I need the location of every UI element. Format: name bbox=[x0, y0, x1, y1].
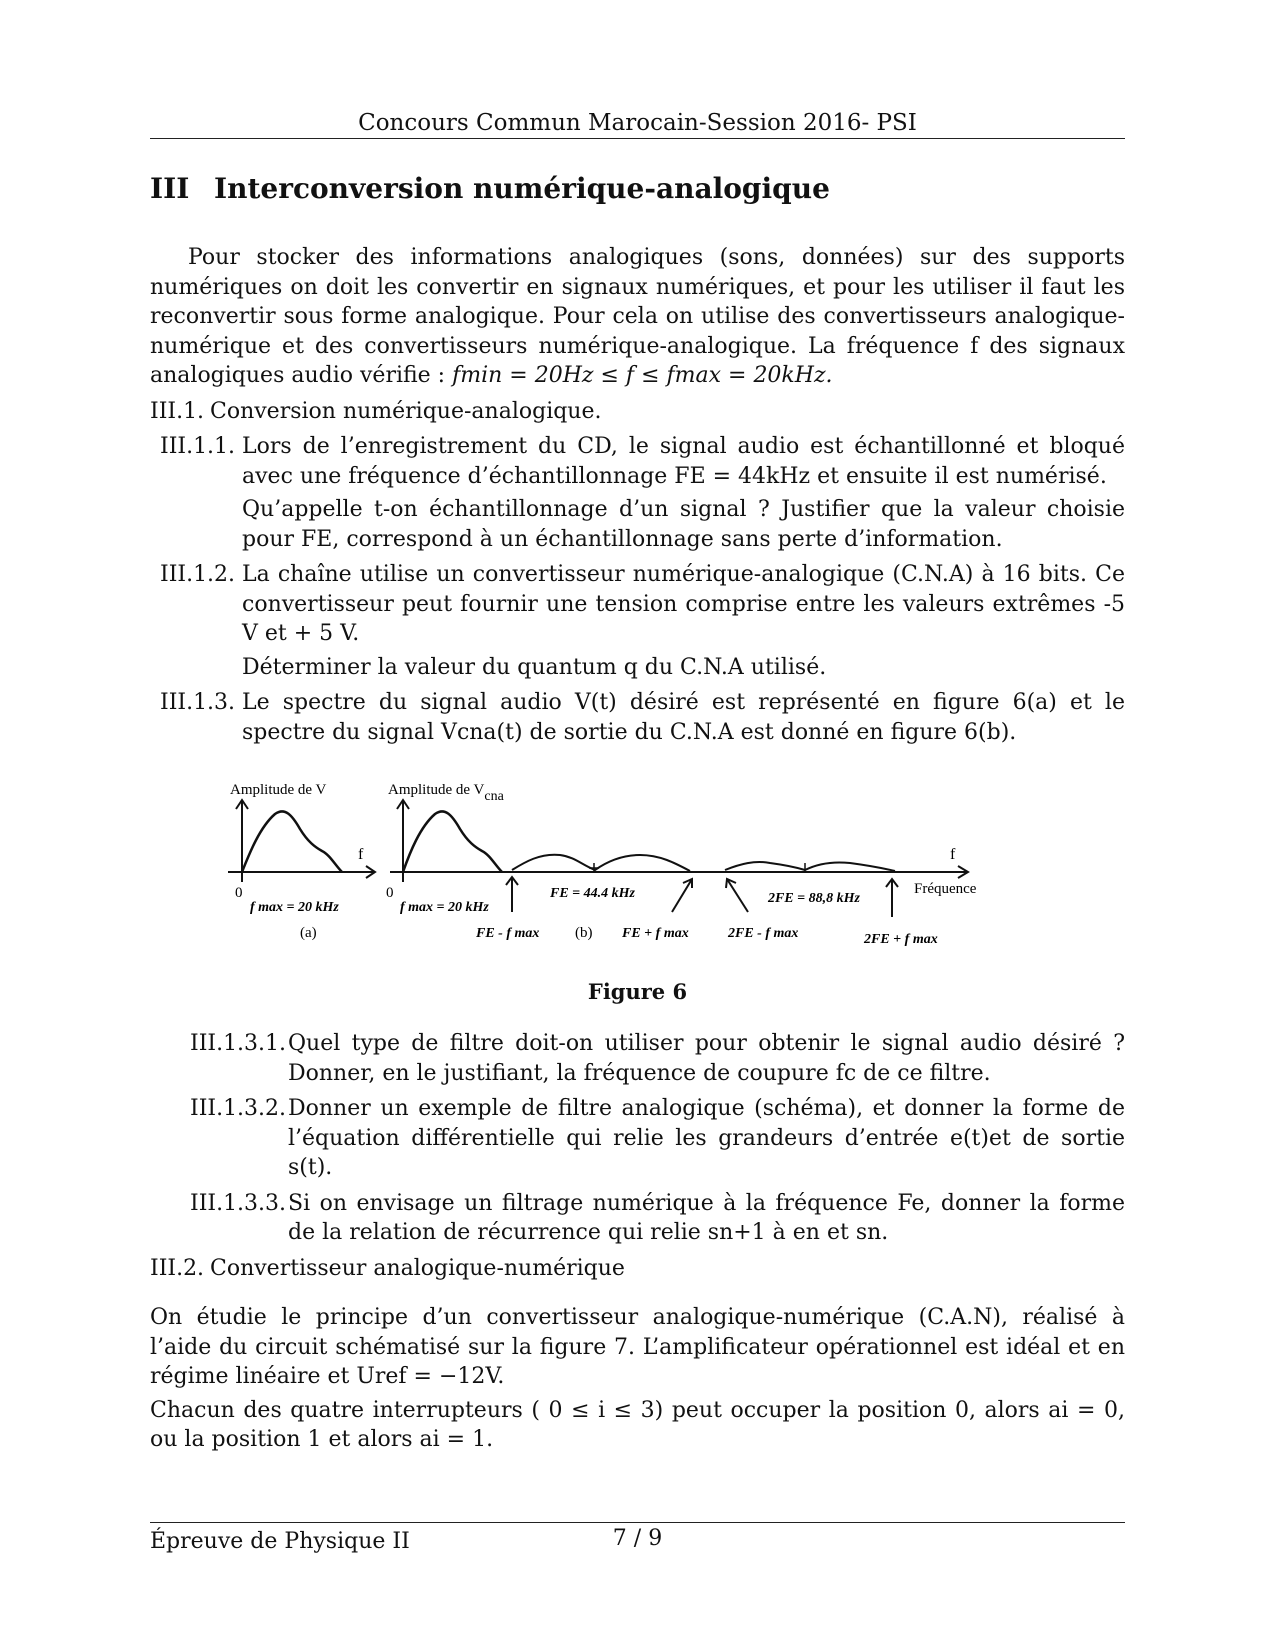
spectrum-a-curve bbox=[242, 811, 342, 872]
spectrum-b-image-2 bbox=[725, 862, 895, 871]
question-III-1-1 bbox=[150, 432, 1125, 554]
page-footer bbox=[150, 1522, 1125, 1555]
question-III-1-3-2 bbox=[150, 1094, 1125, 1183]
label-two-fe: 2FE = 88,8 kHz bbox=[768, 891, 860, 906]
question-label: III.1. bbox=[150, 398, 205, 424]
question-text-2: Déterminer la valeur du quantum q du C.N.A utilisé. bbox=[242, 654, 827, 680]
figure-6 bbox=[150, 767, 1125, 965]
spectrum-b-image-1 bbox=[512, 855, 690, 871]
arrow-fe-plus bbox=[672, 879, 692, 912]
intro-paragraph bbox=[150, 243, 1125, 391]
label-fe-plus-fmax: FE + f max bbox=[622, 926, 689, 941]
section-number: III bbox=[150, 172, 190, 205]
question-III-1-2 bbox=[150, 560, 1125, 682]
label-two-fe-plus-fmax: 2FE + f max bbox=[864, 932, 938, 947]
label-zero-b: 0 bbox=[386, 885, 394, 901]
label-panel-b: (b) bbox=[575, 925, 593, 941]
question-label: III.1.3.2. bbox=[190, 1096, 287, 1121]
question-text: Convertisseur analogique-numérique bbox=[210, 1255, 625, 1281]
intro-text: Pour stocker des informations analogiques (sons, données) sur des supports numériques on doit les convertir en signaux numériques, et pour les utiliser il faut les reconvertir sous forme analogique. Pour cela on utilise des convertisseurs analogique-numérique et des convertisseurs numérique-analogique. La fréquence f des signaux analogiques audio vérifie : bbox=[150, 245, 1125, 388]
label-fe-minus-fmax: FE - f max bbox=[476, 926, 540, 941]
spectrum-figure bbox=[150, 767, 1125, 965]
footer-left-text: Épreuve de Physique II bbox=[150, 1529, 410, 1554]
label-fmax-a: f max = 20 kHz bbox=[250, 900, 339, 915]
label-panel-a: (a) bbox=[300, 925, 317, 941]
question-label: III.1.1. bbox=[160, 434, 236, 459]
running-header: Concours Commun Marocain-Session 2016- PSI bbox=[358, 110, 917, 136]
question-text: Donner un exemple de filtre analogique (schéma), et donner la forme de l’équation différentielle qui relie les grandeurs d’entrée e(t)et de sortie s(t). bbox=[288, 1096, 1125, 1180]
label-fe: FE = 44.4 kHz bbox=[550, 886, 635, 901]
label-fmax-b: f max = 20 kHz bbox=[400, 900, 489, 915]
page-number: 7 / 9 bbox=[612, 1526, 663, 1551]
intro-math: fmin = 20Hz ≤ f ≤ fmax = 20kHz. bbox=[452, 363, 833, 388]
page bbox=[150, 108, 1125, 1568]
question-label: III.1.3. bbox=[160, 690, 236, 715]
outro-paragraph-1: On étudie le principe d’un convertisseur analogique-numérique (C.A.N), réalisé à l’aide du circuit schématisé sur la figure 7. L’amplificateur opérationnel est idéal et en régime linéaire et Uref = −12V. bbox=[150, 1305, 1125, 1389]
question-text: La chaîne utilise un convertisseur numérique-analogique (C.N.A) à 16 bits. Ce convertisseur peut fournir une tension comprise entre les valeurs extrêmes -5 V et + 5 V. bbox=[242, 562, 1125, 646]
question-text: Lors de l’enregistrement du CD, le signal audio est échantillonné et bloqué avec une fréquence d’échantillonnage FE = 44kHz et ensuite il est numérisé. bbox=[242, 434, 1125, 489]
question-label: III.1.3.3. bbox=[190, 1190, 287, 1216]
label-amplitude-a: Amplitude de V bbox=[230, 782, 327, 798]
question-text: Conversion numérique-analogique. bbox=[210, 398, 602, 424]
question-text: Quel type de filtre doit-on utiliser pour obtenir le signal audio désiré ? Donner, en le justifiant, la fréquence de coupure fc de ce filtre. bbox=[288, 1031, 1125, 1086]
question-text-2: Qu’appelle t-on échantillonnage d’un signal ? Justifier que la valeur choisie pour FE, correspond à un échantillonnage sans perte d’information. bbox=[242, 497, 1125, 552]
label-zero-a: 0 bbox=[235, 885, 243, 901]
label-two-fe-minus-fmax: 2FE - f max bbox=[728, 926, 799, 941]
question-III-1-3-3 bbox=[150, 1189, 1125, 1248]
label-frequence: Fréquence bbox=[914, 881, 977, 897]
outro-paragraph-2: Chacun des quatre interrupteurs ( 0 ≤ i ≤ 3) peut occuper la position 0, alors ai = 0, ou la position 1 et alors ai = 1. bbox=[150, 1397, 1125, 1452]
question-label: III.2. bbox=[150, 1255, 205, 1281]
section-title: Interconversion numérique-analogique bbox=[214, 172, 830, 205]
label-amplitude-b: Amplitude de Vcna bbox=[388, 782, 504, 804]
section-heading bbox=[150, 169, 1125, 209]
question-label: III.1.3.1. bbox=[190, 1031, 287, 1056]
spectrum-b-baseband bbox=[403, 811, 502, 872]
question-III-1-3-1 bbox=[150, 1029, 1125, 1088]
question-label: III.1.2. bbox=[160, 562, 236, 587]
question-III-1-3 bbox=[150, 688, 1125, 747]
label-f-b: f bbox=[950, 846, 956, 863]
label-f-a: f bbox=[358, 846, 364, 863]
question-III-1 bbox=[150, 397, 1125, 427]
question-text: Si on envisage un filtrage numérique à la fréquence Fe, donner la forme de la relation de récurrence qui relie sn+1 à en et sn. bbox=[288, 1190, 1125, 1245]
header-rule bbox=[150, 138, 1125, 139]
arrow-two-fe-minus bbox=[727, 879, 748, 912]
question-text: Le spectre du signal audio V(t) désiré est représenté en figure 6(a) et le spectre du signal Vcna(t) de sortie du C.N.A est donné en figure 6(b). bbox=[242, 690, 1125, 745]
question-III-2 bbox=[150, 1254, 1125, 1284]
figure-caption: Figure 6 bbox=[587, 979, 688, 1004]
